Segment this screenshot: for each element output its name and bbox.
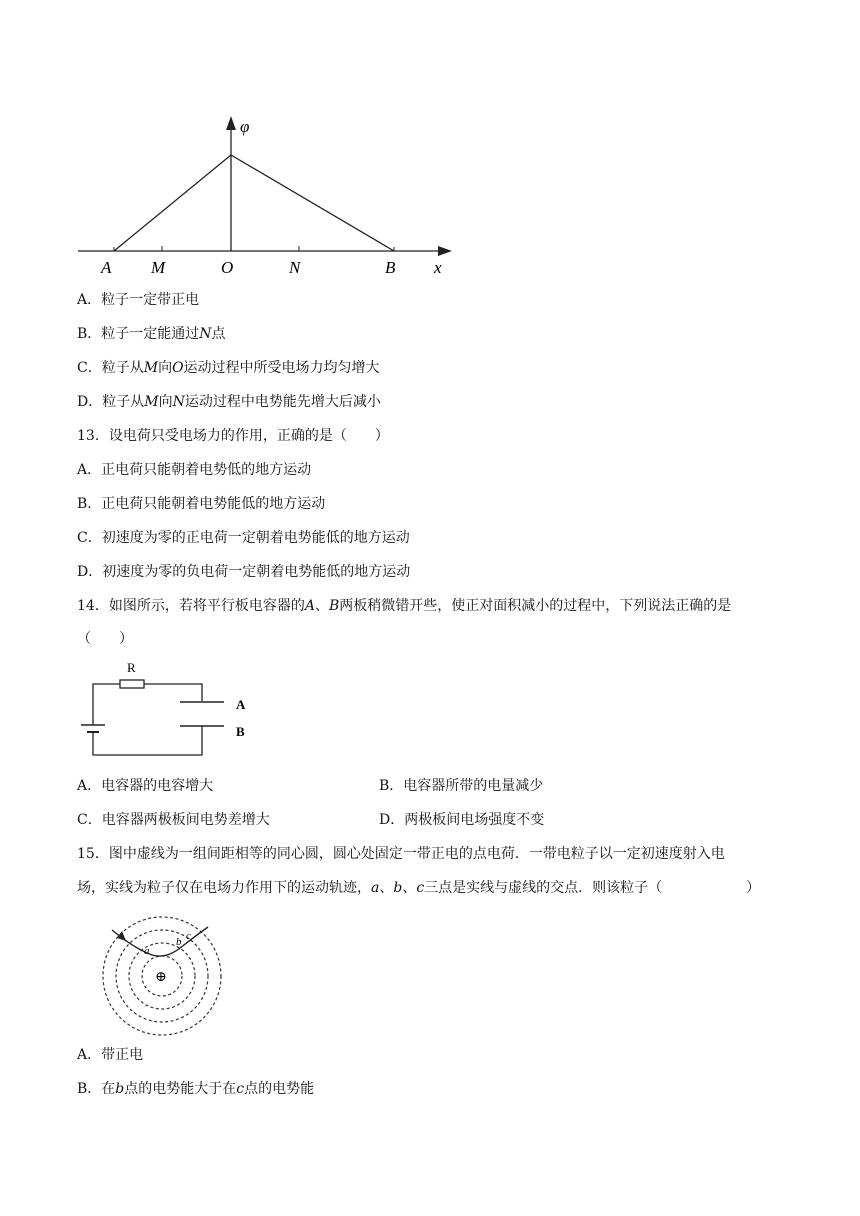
point-label-o: O (221, 258, 234, 277)
q14-stem-bracket: （ ） (77, 631, 133, 647)
q14-option-a: A．电容器的电容增大 (77, 778, 214, 794)
x-axis-arrow-icon (438, 246, 452, 256)
q13-option-d: D．初速度为零的负电荷一定朝着电势能低的地方运动 (77, 564, 411, 580)
q14-stem: 14．如图所示，若将平行板电容器的A、B两板稍微错开些，使正对面积减小的过程中，下列说法正确的是 (77, 598, 732, 614)
trajectory-arrow-icon (117, 931, 126, 941)
q12-option-a: A．粒子一定带正电 (77, 292, 200, 308)
capacitor-circuit-diagram (75, 655, 265, 765)
q15-stem-line1: 15．图中虚线为一组间距相等的同心圆，圆心处固定一带正电的点电荷．一带电粒子以一定初速度射入电 (77, 846, 725, 862)
potential-line-left (114, 155, 231, 251)
q15-stem-line2: 场，实线为粒子仅在电场力作用下的运动轨迹，a、b、c三点是实线与虚线的交点．则该粒子（ ） (77, 880, 761, 896)
resistor-label: R (127, 660, 136, 675)
q14-option-c: C．电容器两极板间电势差增大 (77, 812, 270, 828)
plate-a-label: A (236, 697, 246, 712)
point-label-n: N (289, 258, 301, 277)
point-label-m: M (151, 258, 166, 277)
circuit-wire-bottom (93, 726, 202, 755)
circuit-wire-top-left (93, 684, 120, 725)
q13-stem: 13．设电荷只受电场力的作用，正确的是（ ） (77, 428, 389, 444)
resistor-icon (120, 680, 144, 688)
q12-option-b: B．粒子一定能通过N点 (77, 326, 226, 342)
point-c-label: c (186, 930, 191, 942)
q13-option-c: C．初速度为零的正电荷一定朝着电势能低的地方运动 (77, 530, 410, 546)
q14-option-d: D．两极板间电场强度不变 (379, 812, 545, 828)
point-a-label: a (144, 945, 150, 957)
q14-option-b: B．电容器所带的电量减少 (379, 778, 544, 794)
q15-option-a: A．带正电 (77, 1047, 144, 1063)
concentric-circles-diagram (100, 915, 225, 1040)
x-axis-label: x (434, 258, 442, 277)
q13-option-a: A．正电荷只能朝着电势低的地方运动 (77, 462, 312, 478)
potential-line-right (231, 155, 394, 251)
point-label-b: B (385, 258, 396, 277)
particle-trajectory (112, 927, 208, 956)
circuit-wire-top-right (144, 684, 202, 701)
point-label-a: A (101, 258, 112, 277)
positive-charge-icon: ⊕ (155, 970, 167, 985)
point-b-label: b (176, 936, 182, 948)
q13-option-b: B．正电荷只能朝着电势能低的地方运动 (77, 496, 326, 512)
potential-graph (70, 110, 470, 280)
plate-b-label: B (236, 724, 245, 739)
y-axis-arrow-icon (226, 116, 236, 130)
y-axis-label: φ (240, 117, 250, 136)
q12-option-c: C．粒子从M向O运动过程中所受电场力均匀增大 (77, 360, 380, 376)
q15-option-b: B．在b点的电势能大于在c点的电势能 (77, 1081, 315, 1097)
q12-option-d: D．粒子从M向N运动过程中电势能先增大后减小 (77, 394, 381, 410)
